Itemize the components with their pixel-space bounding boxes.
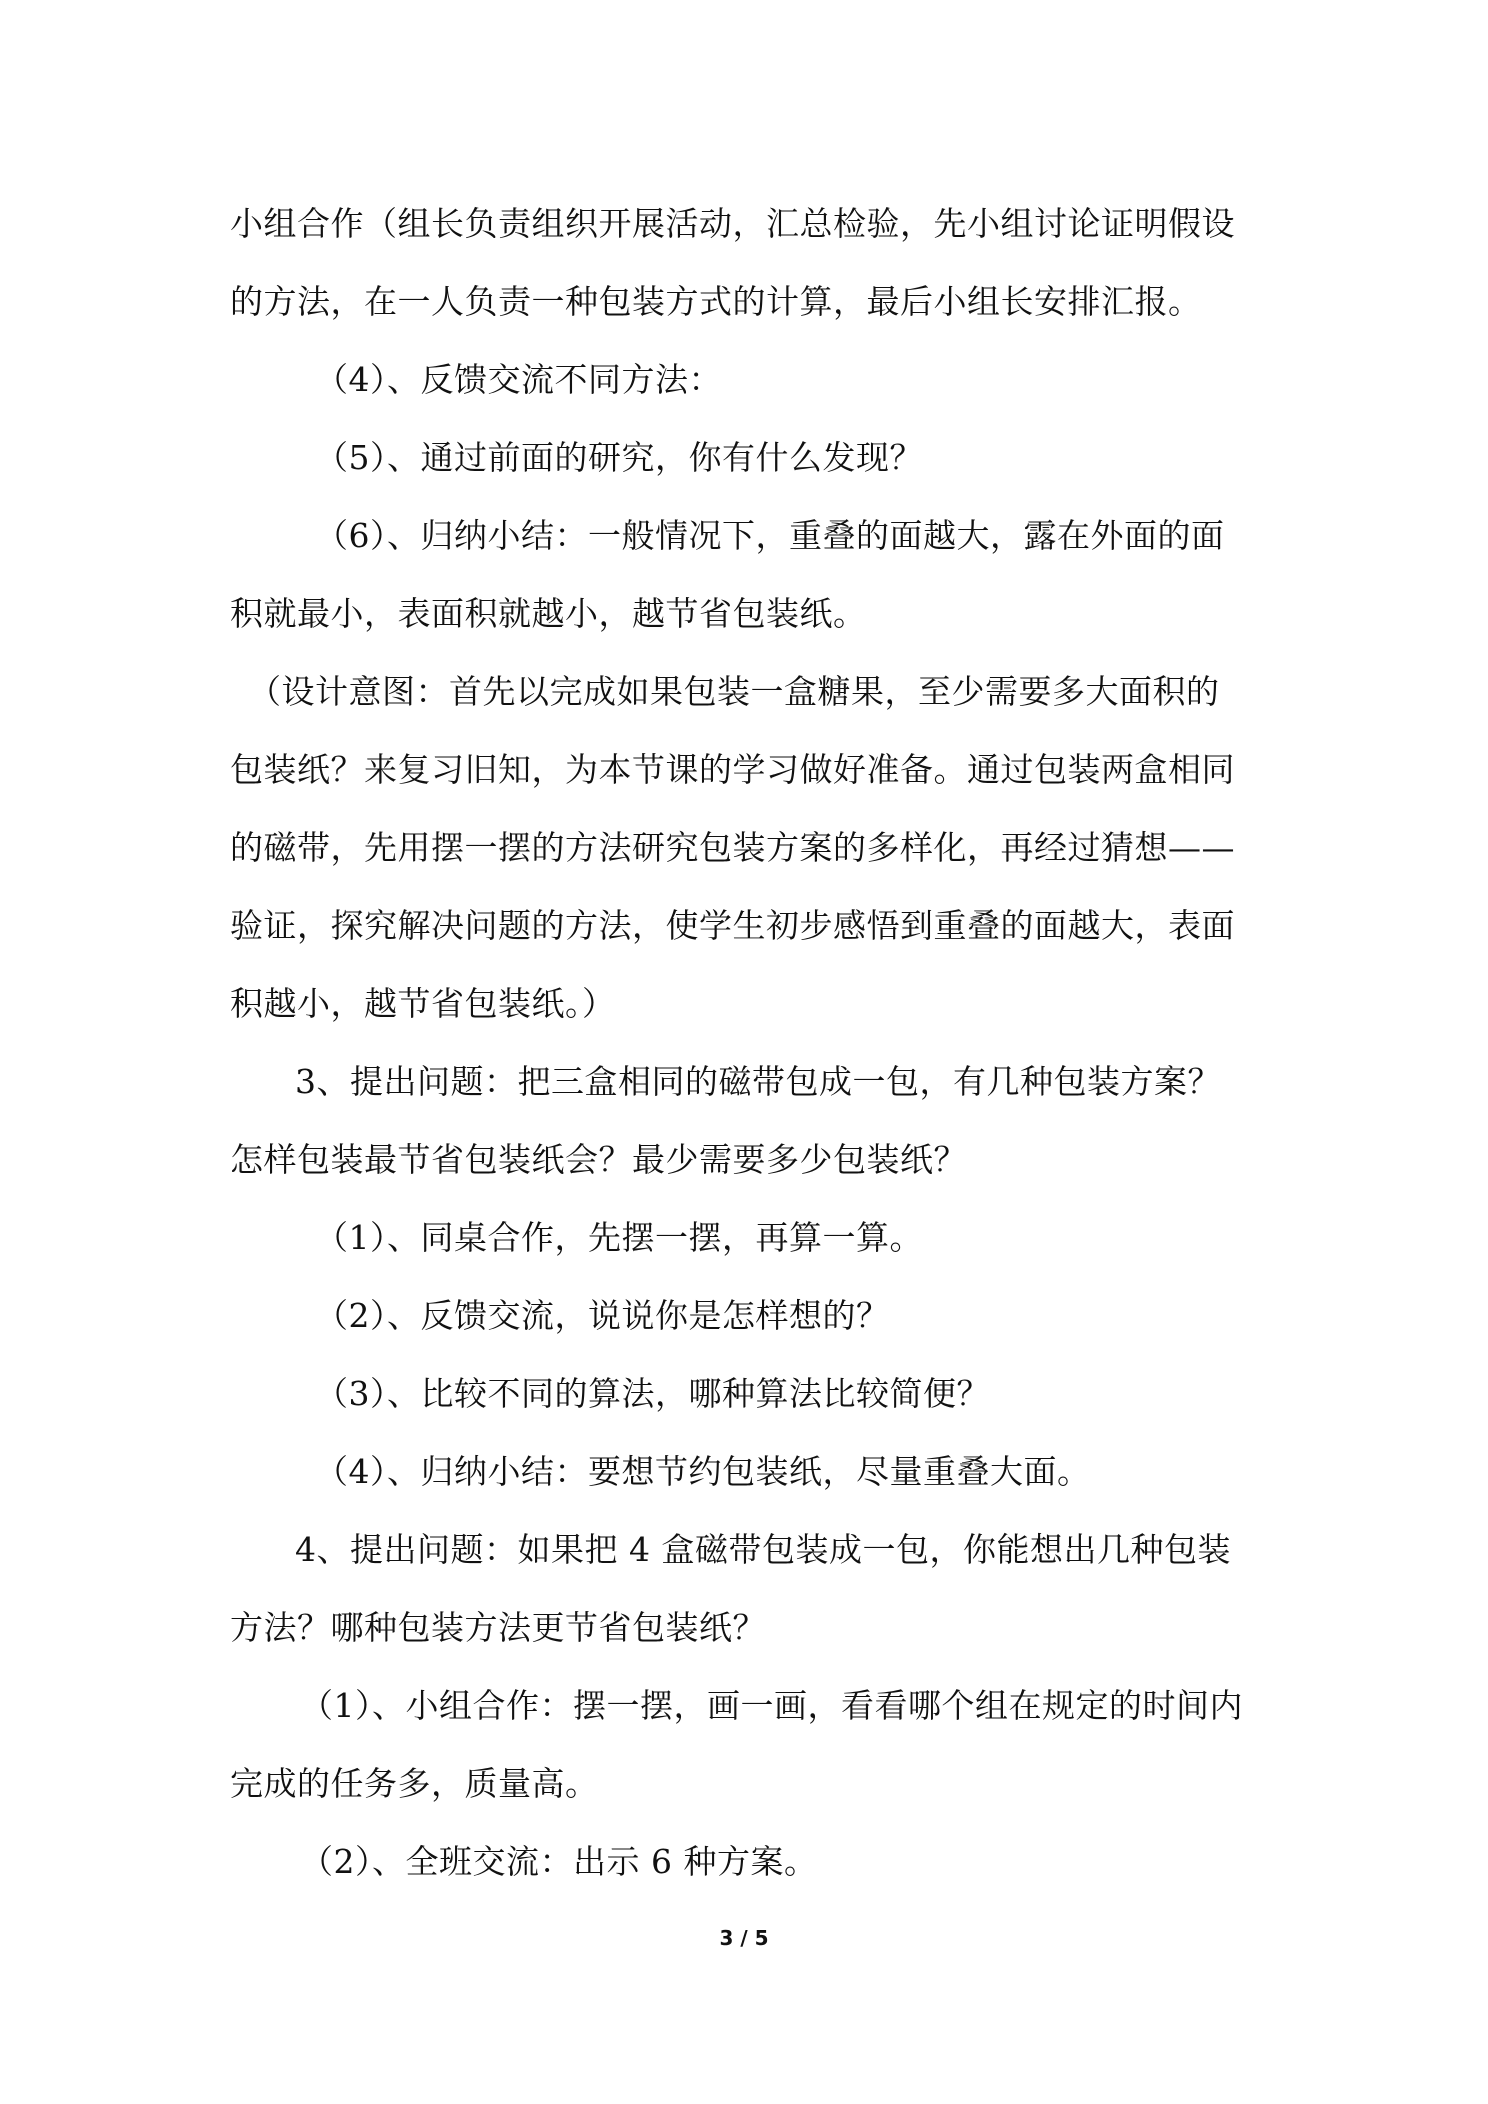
text-line: 小组合作（组长负责组织开展活动，汇总检验，先小组讨论证明假设 bbox=[230, 204, 1235, 243]
text-line: （设计意图：首先以完成如果包装一盒糖果，至少需要多大面积的 bbox=[248, 672, 1220, 711]
text-line: 怎样包装最节省包装纸会？最少需要多少包装纸？ bbox=[230, 1140, 967, 1179]
page-number: 3 / 5 bbox=[719, 1926, 769, 1950]
text-line: 完成的任务多，质量高。 bbox=[230, 1764, 599, 1803]
text-line: （6）、归纳小结：一般情况下，重叠的面越大，露在外面的面 bbox=[315, 516, 1225, 555]
text-line: （2）、全班交流：出示 6 种方案。 bbox=[300, 1842, 818, 1881]
text-line: （4）、反馈交流不同方法： bbox=[315, 360, 722, 399]
text-line: 积越小，越节省包装纸。） bbox=[230, 984, 616, 1023]
text-line: （3）、比较不同的算法，哪种算法比较简便？ bbox=[315, 1374, 990, 1413]
text-line: （4）、归纳小结：要想节约包装纸，尽量重叠大面。 bbox=[315, 1452, 1091, 1491]
text-line: 验证，探究解决问题的方法，使学生初步感悟到重叠的面越大，表面 bbox=[230, 906, 1235, 945]
text-line: 的方法，在一人负责一种包装方式的计算，最后小组长安排汇报。 bbox=[230, 282, 1202, 321]
text-line: （1）、同桌合作，先摆一摆，再算一算。 bbox=[315, 1218, 923, 1257]
text-line: 包装纸？来复习旧知，为本节课的学习做好准备。通过包装两盒相同 bbox=[230, 750, 1235, 789]
text-line: （2）、反馈交流，说说你是怎样想的？ bbox=[315, 1296, 890, 1335]
text-line: 3、提出问题：把三盒相同的磁带包成一包，有几种包装方案？ bbox=[295, 1062, 1221, 1101]
text-line: 积就最小，表面积就越小，越节省包装纸。 bbox=[230, 594, 867, 633]
text-line: 4、提出问题：如果把 4 盒磁带包装成一包，你能想出几种包装 bbox=[295, 1530, 1231, 1569]
text-line: （5）、通过前面的研究，你有什么发现？ bbox=[315, 438, 923, 477]
text-line: 方法？哪种包装方法更节省包装纸？ bbox=[230, 1608, 766, 1647]
text-line: 的磁带，先用摆一摆的方法研究包装方案的多样化，再经过猜想—— bbox=[230, 828, 1235, 867]
text-line: （1）、小组合作：摆一摆，画一画，看看哪个组在规定的时间内 bbox=[300, 1686, 1243, 1725]
